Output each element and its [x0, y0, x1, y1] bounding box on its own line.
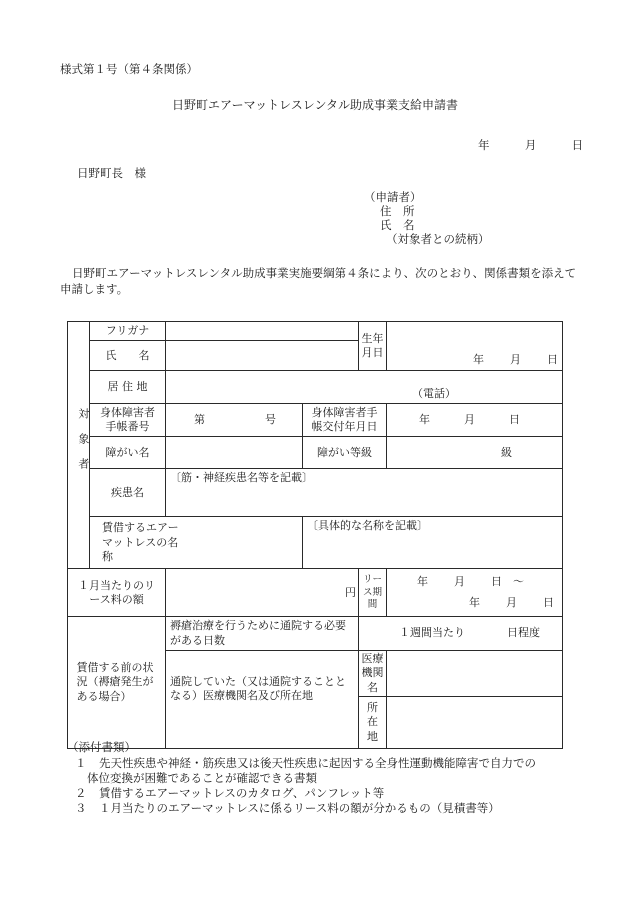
visit-days-field[interactable] [359, 617, 563, 651]
attachment-item [67, 756, 587, 771]
attachment-number: １ [75, 756, 87, 770]
birthdate-label: 生年月日 [359, 322, 387, 371]
rental-item-label: 賃借するエアーマットレスの名称 [90, 517, 303, 569]
clinic-name-field[interactable] [387, 650, 563, 696]
issue-month: 月 [464, 413, 475, 427]
yen-unit: 円 [345, 585, 356, 599]
issue-day: 日 [509, 413, 520, 427]
date-year: 年 [478, 138, 490, 152]
intro-text: 日野町エアーマットレスレンタル助成事業実施要綱第４条により、次のとおり、関係書類を添えて申請します。 [60, 266, 577, 296]
date-day: 日 [571, 138, 584, 152]
clinic-label: 通院していた（又は通院することとなる）医療機関名及び所在地 [166, 650, 359, 748]
applicant-name-label: 氏 名 [380, 218, 415, 233]
handbook-number-field[interactable] [166, 404, 303, 437]
attachments-heading: （添付書類） [67, 740, 136, 754]
lease-start-day: 日 ～ [491, 574, 524, 588]
application-form-table [67, 321, 563, 749]
lease-end-year: 年 [469, 595, 480, 609]
clinic-location-label: 所在地 [359, 696, 387, 748]
disability-name-label: 障がい名 [90, 437, 166, 469]
form-number: 様式第１号（第４条関係） [60, 62, 198, 76]
clinic-name-label: 医療機関名 [359, 650, 387, 696]
lease-end-day: 日 [543, 595, 554, 609]
applicant-relation-label: （対象者との続柄） [386, 232, 490, 247]
birthdate-field[interactable] [387, 322, 563, 371]
handbook-number-label: 身体障害者手帳番号 [90, 404, 166, 437]
rental-item-field[interactable] [303, 517, 563, 569]
grade-unit: 級 [501, 445, 512, 459]
attachment-item [67, 786, 587, 801]
attachment-text: １月当たりのエアーマットレスに係るリース料の額が分かるもの（見積書等） [99, 801, 500, 815]
intro-paragraph [60, 266, 580, 297]
clinic-location-field[interactable] [387, 696, 563, 748]
handbook-dai: 第 [194, 413, 205, 427]
phone-label: （電話） [412, 387, 456, 400]
handbook-go: 号 [265, 413, 276, 427]
attachments-list [67, 756, 587, 816]
name-field[interactable] [166, 341, 359, 371]
application-date [478, 138, 583, 152]
disability-grade-field[interactable] [387, 437, 563, 469]
disease-name-field[interactable] [166, 469, 563, 517]
subject-label: 対象者 [68, 322, 90, 569]
applicant-address-label: 住 所 [380, 204, 415, 219]
date-month: 月 [524, 138, 537, 152]
furigana-field[interactable] [166, 322, 359, 341]
attachment-item-continued [67, 771, 587, 786]
birth-year: 年 [473, 353, 484, 366]
attachment-number: ３ [75, 801, 87, 815]
days-approx: 日程度 [507, 626, 540, 640]
disability-name-field[interactable] [166, 437, 303, 469]
monthly-fee-field[interactable] [166, 569, 359, 617]
disease-note: 〔筋・神経疾患名等を記載〕 [170, 471, 313, 485]
attachment-number: ２ [75, 786, 87, 800]
attachment-text: 先天性疾患や神経・筋疾患又は後天性疾患に起因する全身性運動機能障害で自力での [99, 756, 536, 770]
monthly-fee-label: １月当たりのリース料の額 [68, 569, 166, 617]
lease-end-month: 月 [506, 595, 517, 609]
residence-field[interactable] [166, 371, 563, 404]
lease-period-label: リース期間 [359, 569, 387, 617]
attachment-text: 賃借するエアーマットレスのカタログ、パンフレット等 [99, 786, 385, 800]
attachment-text-cont: 体位変換が困難であることが確認できる書類 [87, 771, 317, 785]
name-label: 氏 名 [90, 341, 166, 371]
visit-days-label: 褥瘡治療を行うために通院する必要がある日数 [166, 617, 359, 651]
furigana-label: フリガナ [90, 322, 166, 341]
per-week: １週間当たり [399, 626, 465, 640]
lease-start-month: 月 [454, 574, 465, 588]
lease-period-field[interactable] [387, 569, 563, 617]
applicant-block [364, 190, 490, 246]
disease-name-label: 疾患名 [90, 469, 166, 517]
lease-start-year: 年 [417, 574, 428, 588]
birth-month: 月 [510, 353, 521, 366]
disability-grade-label: 障がい等級 [303, 437, 387, 469]
page-title: 日野町エアーマットレスレンタル助成事業支給申請書 [171, 98, 459, 112]
applicant-label: （申請者） [364, 190, 422, 204]
issue-year: 年 [419, 413, 430, 427]
birth-day: 日 [547, 353, 558, 366]
pre-status-label: 賃借する前の状況（褥瘡発生がある場合） [68, 617, 166, 749]
residence-label: 居 住 地 [90, 371, 166, 404]
addressee: 日野町長 様 [77, 166, 146, 180]
handbook-issue-field[interactable] [387, 404, 563, 437]
rental-item-note: 〔具体的な名称を記載〕 [307, 519, 428, 533]
handbook-issue-label: 身体障害者手帳交付年月日 [303, 404, 387, 437]
attachment-item [67, 801, 587, 816]
